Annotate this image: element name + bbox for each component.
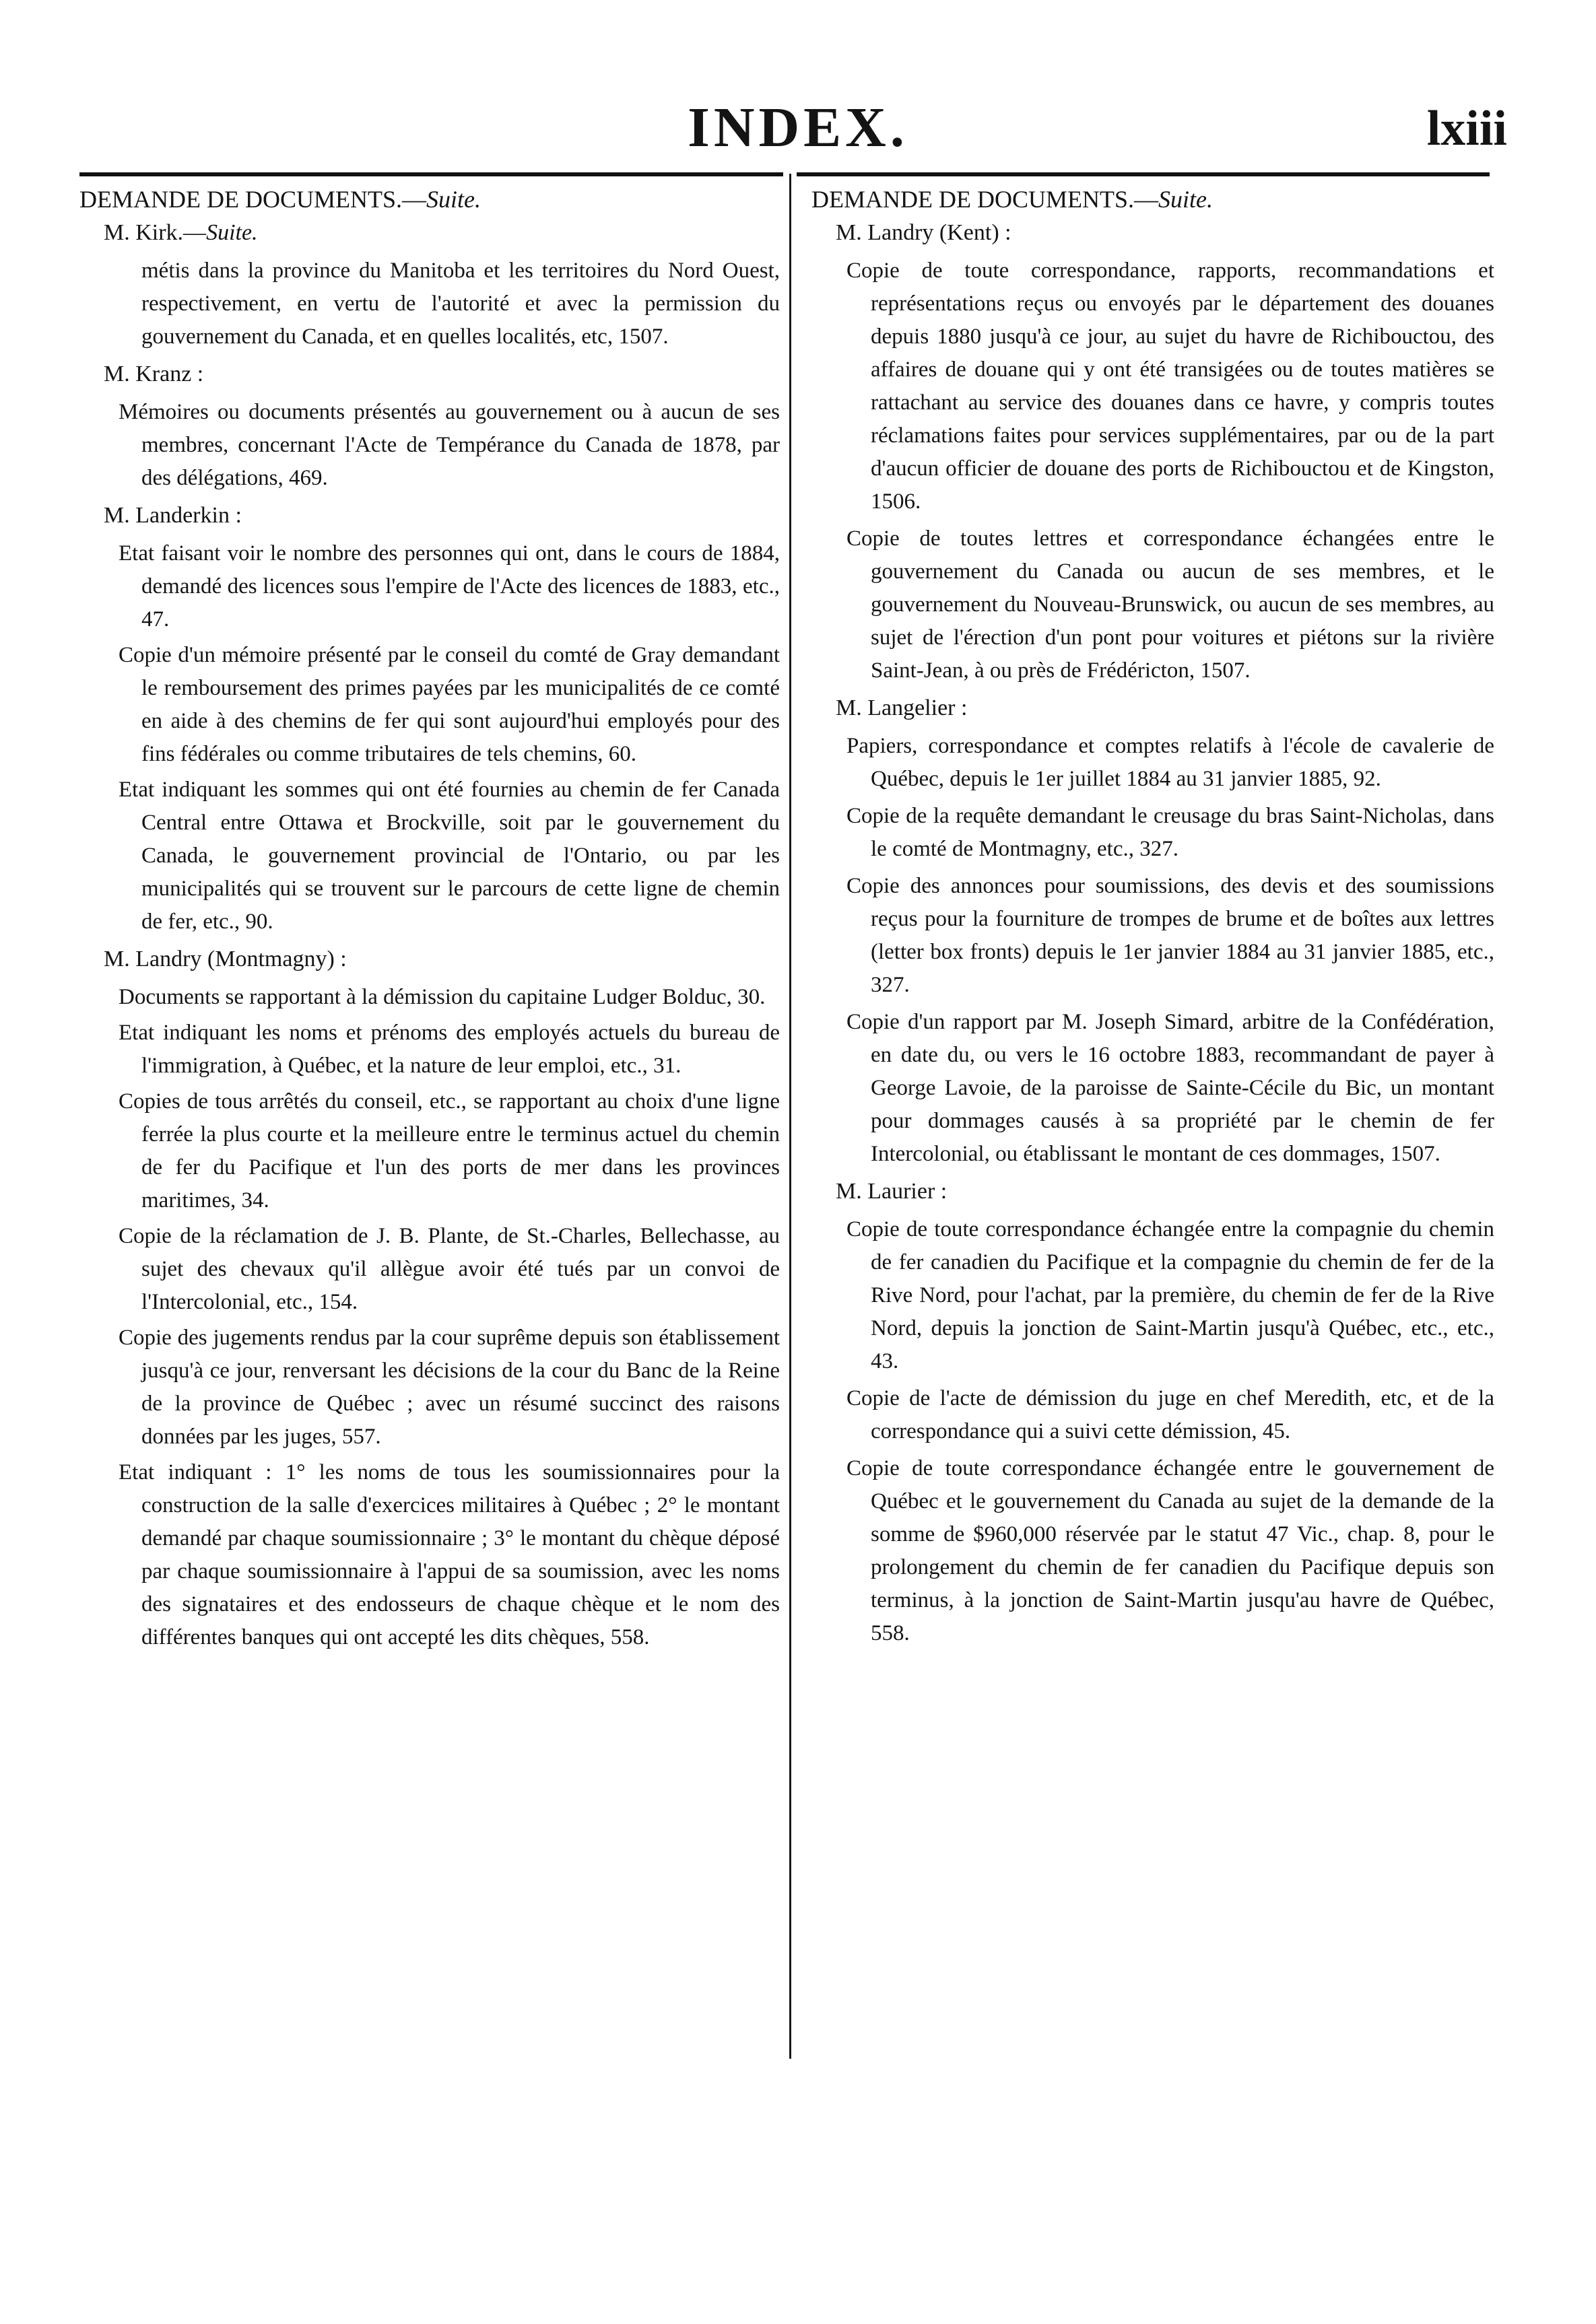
- index-entry: Etat indiquant les sommes qui ont été fournies au chemin de fer Canada Central entre Ottawa et Brockville, soit par le gouvernement du Canada, le gouvernement provincial de l'Ontario, ou par les municipalités qui se trouvent sur le parcours de cette ligne de chemin de fer, etc., 90.: [119, 778, 780, 934]
- member-laurier: M. Laurier :: [836, 1179, 947, 1204]
- index-entry: Documents se rapportant à la démission du capitaine Ludger Bolduc, 30.: [119, 985, 766, 1009]
- member-landry-montmagny: M. Landry (Montmagny) :: [104, 947, 347, 971]
- index-entry: Copie d'un rapport par M. Joseph Simard, arbitre de la Confédération, en date du, ou vers le 16 octobre 1883, recommandant de payer à George Lavoie, de la paroisse de Sainte-Cécile du Bic, un montant pour dommages causés à sa propriété par le chemin de fer Intercolonial, ou établissant le montant de ces dommages, 1507.: [846, 1010, 1494, 1166]
- index-entry: Copie des annonces pour soumissions, des devis et des soumissions reçus pour la fourniture de trompes de brume et de boîtes aux lettres (letter box fronts) depuis le 1er janvier 1884 au 31 janvier 1885, etc., 327.: [846, 874, 1494, 997]
- index-entry: Copie de toutes lettres et correspondance échangées entre le gouvernement du Canada ou aucun de ses membres, et le gouvernement du Nouveau-Brunswick, ou aucun de ses membres, au sujet de l'érection d'un pont pour voitures et piétons sur la rivière Saint-Jean, à ou près de Frédéricton, 1507.: [846, 526, 1494, 683]
- index-entry: Etat indiquant les noms et prénoms des employés actuels du bureau de l'immigration, à Québec, et la nature de leur emploi, etc., 31.: [119, 1021, 780, 1078]
- member-langelier: M. Langelier :: [836, 695, 968, 720]
- header-rule-right: [797, 172, 1490, 176]
- section-heading: [811, 183, 1494, 216]
- index-entry: Copie de la réclamation de J. B. Plante, de St.-Charles, Bellechasse, au sujet des chevaux qu'il allègue avoir été tués par un convoi de l'Intercolonial, etc., 154.: [119, 1224, 780, 1314]
- section-heading: [79, 183, 780, 216]
- heading-suite: Suite.: [1158, 186, 1213, 213]
- index-entry: Copie d'un mémoire présenté par le conseil du comté de Gray demandant le remboursement des primes payées par les municipalités de ce comté en aide à des chemins de fer qui sont aujourd'hui employés pour des fins fédérales ou comme tributaires de tels chemins, 60.: [119, 643, 780, 766]
- index-entry: Copie de l'acte de démission du juge en chef Meredith, etc, et de la correspondance qui a suivi cette démission, 45.: [846, 1386, 1494, 1443]
- index-entry: Copie de toute correspondance échangée entre le gouvernement de Québec et le gouvernement du Canada au sujet de la demande de la somme de $960,000 réservée par le statut 47 Vic., chap. 8, pour le prolongement du chemin de fer canadien du Pacifique depuis son terminus, à la jonction de Saint-Martin jusqu'au havre de Québec, 558.: [846, 1456, 1494, 1645]
- index-entry: Etat faisant voir le nombre des personnes qui ont, dans le cours de 1884, demandé des licences sous l'empire de l'Acte des licences de 1883, etc., 47.: [119, 541, 780, 631]
- index-entry: Copie de toute correspondance échangée entre la compagnie du chemin de fer canadien du Pacifique et la compagnie du chemin de fer de la Rive Nord, pour l'achat, par la première, du chemin de fer de la Rive Nord, depuis la jonction de Saint-Martin jusqu'à Québec, etc., etc., 43.: [846, 1217, 1494, 1373]
- index-entry: Papiers, correspondance et comptes relatifs à l'école de cavalerie de Québec, depuis le 1er juillet 1884 au 31 janvier 1885, 92.: [846, 734, 1494, 791]
- member-landerkin: M. Landerkin :: [104, 503, 242, 528]
- page-title: INDEX.: [688, 96, 908, 159]
- index-entry: Mémoires ou documents présentés au gouvernement ou à aucun de ses membres, concernant l'Acte de Tempérance du Canada de 1878, par des délégations, 469.: [119, 400, 780, 490]
- heading-text: DEMANDE DE DOCUMENTS.—: [79, 186, 426, 213]
- index-entry: Copies de tous arrêtés du conseil, etc., se rapportant au choix d'une ligne ferrée la plus courte et la meilleure entre le terminus actuel du chemin de fer du Pacifique et l'un des ports de mer dans les provinces maritimes, 34.: [119, 1089, 780, 1212]
- heading-text: DEMANDE DE DOCUMENTS.—: [811, 186, 1158, 213]
- member-label: M. Kirk.—: [104, 220, 207, 245]
- left-column: [79, 183, 780, 1654]
- index-entry: Copie de la requête demandant le creusage du bras Saint-Nicholas, dans le comté de Montmagny, etc., 327.: [846, 804, 1494, 861]
- index-entry: Copie des jugements rendus par la cour suprême depuis son établissement jusqu'à ce jour, renversant les décisions de la cour du Banc de la Reine de la province de Québec ; avec un résumé succinct des raisons données par les juges, 557.: [119, 1326, 780, 1449]
- member-suite: Suite.: [206, 220, 258, 245]
- index-entry: Etat indiquant : 1° les noms de tous les soumissionnaires pour la construction de la salle d'exercices militaires à Québec ; 2° le montant demandé par chaque soumissionnaire ; 3° le montant du chèque déposé par chaque soumissionnaire à l'appui de sa soumission, avec les noms des signataires et des endosseurs de chaque chèque et le nom des différentes banques qui ont accepté les dits chèques, 558.: [119, 1460, 780, 1649]
- member-landry-kent: M. Landry (Kent) :: [836, 220, 1011, 245]
- heading-suite: Suite.: [426, 186, 481, 213]
- page-number: lxiii: [1426, 101, 1507, 156]
- member-kranz: M. Kranz :: [104, 362, 204, 386]
- index-entry: Copie de toute correspondance, rapports, recommandations et représentations reçus ou envoyés par le département des douanes depuis 1880 jusqu'à ce jour, au sujet du havre de Richibouctou, des affaires de douane qui y ont été transigées ou de toutes matières se rattachant au service des douanes dans ce havre, y compris toutes réclamations faites pour services supplémentaires, par ou de la part d'aucun officier de douane des ports de Richibouctou et de Kingston, 1506.: [846, 259, 1494, 514]
- header-rule-left: [79, 172, 783, 176]
- column-divider: [789, 174, 791, 2059]
- member-kirk: [104, 216, 780, 249]
- index-entry: métis dans la province du Manitoba et les territoires du Nord Ouest, respectivement, en vertu de l'autorité et avec la permission du gouvernement du Canada, et en quelles localités, etc, 1507.: [141, 259, 780, 349]
- right-column: [811, 183, 1494, 1650]
